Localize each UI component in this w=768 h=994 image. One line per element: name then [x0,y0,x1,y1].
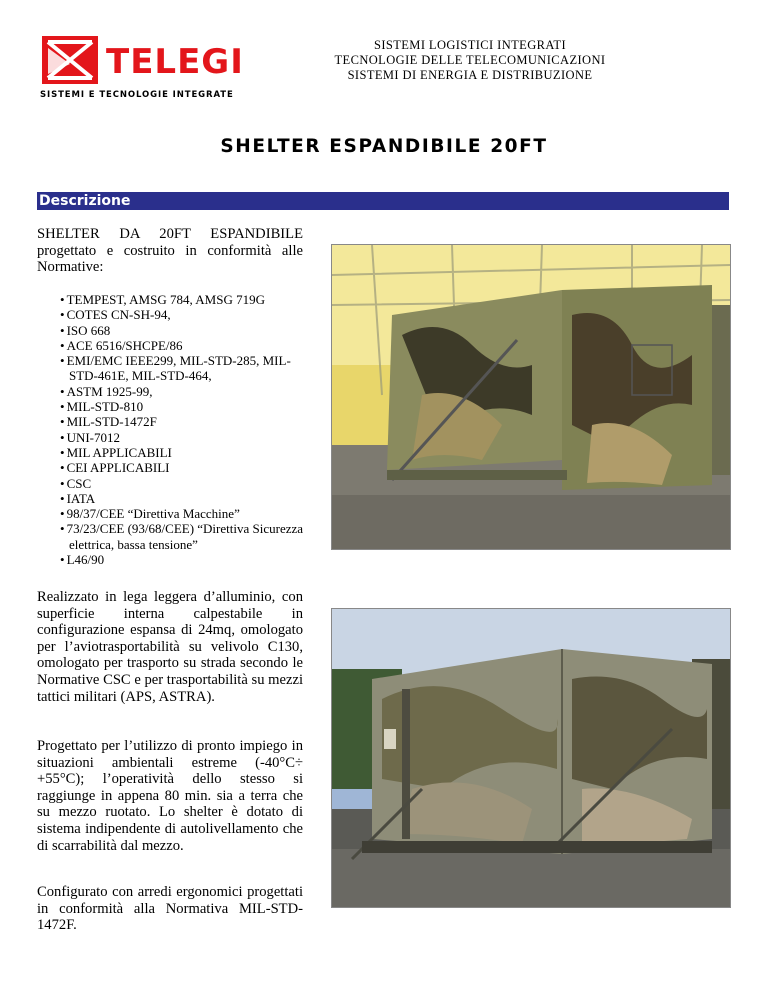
list-item: • 98/37/CEE “Direttiva Macchine” [60,506,310,521]
list-item: • CSC [60,476,310,491]
list-item: • MIL-STD-1472F [60,414,310,429]
page-title: SHELTER ESPANDIBILE 20FT [220,136,548,157]
company-line: TECNOLOGIE DELLE TELECOMUNICAZIONI [334,53,606,67]
intro-paragraph: SHELTER DA 20FT ESPANDIBILE progettato e costruito in conformità alle Normative: [37,226,303,276]
list-item: • ASTM 1925-99, [60,384,310,399]
list-item: • ACE 6516/SHCPE/86 [60,338,310,353]
usage-paragraph: Progettato per l’utilizzo di pronto impiego in situazioni ambientali estreme (-40°C÷ +55°C); l’operatività dello stesso si raggiunge in appena 80 min. sia a terra che su mezzo ruotato. Lo shelter è dotato di sistema indipendente di autolivellamento che di scarrabilità dal mezzo. [37,738,303,854]
list-item: • CEI APPLICABILI [60,460,310,475]
company-logo [40,34,250,104]
list-item: • UNI-7012 [60,430,310,445]
section-header [37,192,729,210]
section-label: Descrizione [39,193,131,209]
shelter-photo-expanded [331,244,731,550]
construction-paragraph: Realizzato in lega leggera d’alluminio, con superficie interna calpestabile in configurazione espansa di 24mq, omologato per l’aviotrasportabilità su velivolo C130, omologato per trasporto su strada secondo le Normative CSC e per trasportabilità su mezzi tattici militari (APS, ASTRA). [37,589,303,705]
company-line: SISTEMI LOGISTICI INTEGRATI [373,38,567,52]
norms-list [60,292,310,567]
company-description [320,38,620,83]
list-item: • 73/23/CEE (93/68/CEE) “Direttiva Sicurezza elettrica, bassa tensione” [60,521,310,552]
list-item: • EMI/EMC IEEE299, MIL-STD-285, MIL-STD-461E, MIL-STD-464, [60,353,310,384]
list-item: • COTES CN-SH-94, [60,307,310,322]
configuration-paragraph: Configurato con arredi ergonomici progettati in conformità alla Normativa MIL-STD-1472F. [37,884,303,934]
shelter-photo-expanded-image [332,245,730,549]
logo-wordmark: TELEGI [106,42,244,82]
company-line: SISTEMI DI ENERGIA E DISTRIBUZIONE [347,68,593,82]
list-item: • IATA [60,491,310,506]
list-item: • ISO 668 [60,323,310,338]
shelter-photo-closed-image [332,609,730,907]
logo-tagline: SISTEMI E TECNOLOGIE INTEGRATE [40,90,234,100]
list-item: • MIL-STD-810 [60,399,310,414]
list-item: • TEMPEST, AMSG 784, AMSG 719G [60,292,310,307]
telegi-logo-mark-icon [40,34,100,86]
shelter-photo-closed [331,608,731,908]
list-item: • MIL APPLICABILI [60,445,310,460]
list-item: • L46/90 [60,552,310,567]
